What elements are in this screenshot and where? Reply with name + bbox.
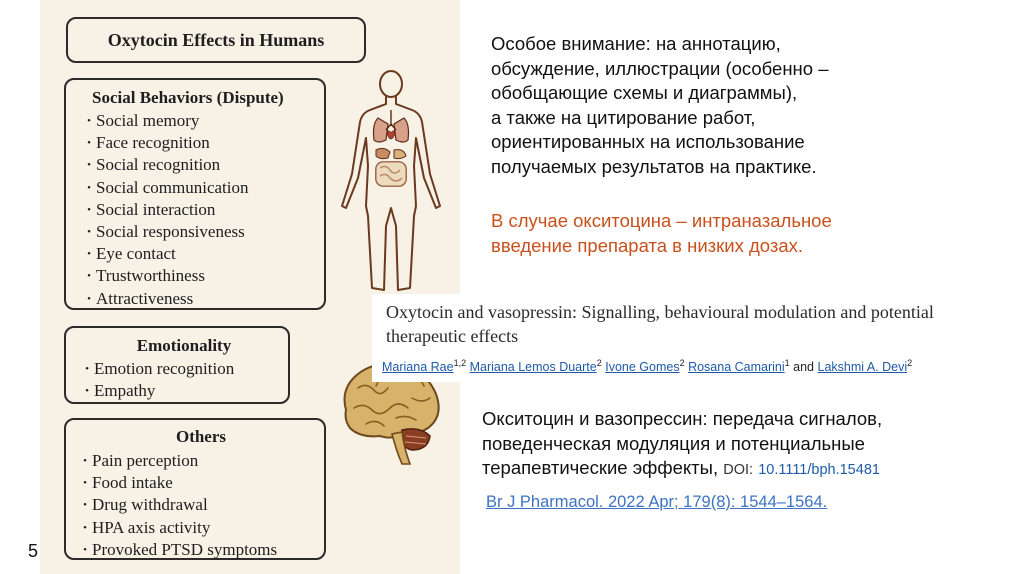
author-link[interactable]: Rosana Camarini [688, 360, 785, 375]
social-behaviors-box [64, 78, 326, 310]
translation-line-text: терапевтические эффекты, [482, 457, 719, 478]
others-box [64, 418, 326, 560]
author-affiliation: 2 [679, 358, 685, 368]
note-line: обобщающие схемы и диаграммы), [491, 82, 798, 103]
others-heading: Others [175, 427, 227, 446]
emotionality-heading: Emotionality [136, 336, 232, 355]
list-item: • Empathy [80, 380, 288, 402]
article-translation [482, 407, 1012, 483]
list-item: • Face recognition [82, 132, 324, 154]
list-item: • Social responsiveness [82, 221, 324, 243]
social-behaviors-heading: Social Behaviors (Dispute) [92, 88, 284, 107]
translation-line [482, 456, 1012, 483]
highlight-line: введение препарата в низких дозах. [491, 234, 804, 256]
list-item: • Food intake [78, 472, 324, 494]
list-item: • Pain perception [78, 450, 324, 472]
oxytocin-infographic [40, 0, 460, 574]
list-item: • Attractiveness [82, 288, 324, 310]
author-link[interactable]: Mariana Rae [382, 360, 454, 375]
human-body-illustration [328, 66, 454, 304]
journal-citation-link[interactable]: Br J Pharmacol. 2022 Apr; 179(8): 1544–1564. [486, 493, 828, 511]
list-item: • Social interaction [82, 199, 324, 221]
infographic-title: Oxytocin Effects in Humans [107, 30, 325, 50]
list-item: • Emotion recognition [80, 358, 288, 380]
author-affiliation: 2 [596, 358, 602, 368]
emotionality-box [64, 326, 290, 404]
doi-label: DOI: [723, 462, 754, 478]
list-item: • Social communication [82, 177, 324, 199]
author-link[interactable]: Lakshmi A. Devi [817, 360, 908, 375]
note-line: Особое внимание: на аннотацию, [491, 33, 781, 54]
note-line: обсуждение, иллюстрации (особенно – [491, 57, 829, 79]
list-item: • HPA axis activity [78, 517, 324, 539]
attention-note [491, 32, 911, 179]
list-item: • Drug withdrawal [78, 494, 324, 516]
translation-line: Окситоцин и вазопрессин: передача сигналов, [482, 408, 883, 429]
translation-line: поведенческая модуляция и потенциальные [482, 432, 865, 454]
author-link[interactable]: Ivone Gomes [605, 360, 680, 375]
page-number: 5 [28, 541, 39, 561]
emotionality-list [80, 358, 288, 402]
oxytocin-dosage-note [491, 209, 911, 258]
others-list [78, 450, 324, 561]
and-word: and [793, 360, 815, 375]
author-affiliation: 1 [784, 358, 790, 368]
article-title: Oxytocin and vasopressin: Signalling, behavioural modulation and potential therapeutic effects [386, 302, 934, 346]
article-authors [382, 358, 1022, 374]
note-line: ориентированных на использование [491, 131, 805, 152]
author-link[interactable]: Mariana Lemos Duarte [469, 360, 597, 375]
author-affiliation: 2 [907, 358, 913, 368]
note-line: получаемых результатов на практике. [491, 155, 817, 177]
list-item: • Eye contact [82, 243, 324, 265]
highlight-line: В случае окситоцина – интраназальное [491, 210, 832, 231]
author-affiliation: 1,2 [453, 358, 467, 368]
social-behaviors-list [82, 110, 324, 310]
list-item: • Social recognition [82, 154, 324, 176]
infographic-title-box [66, 17, 366, 63]
note-line: а также на цитирование работ, [491, 106, 756, 128]
list-item: • Provoked PTSD symptoms [78, 539, 324, 561]
list-item: • Trustworthiness [82, 265, 324, 287]
list-item: • Social memory [82, 110, 324, 132]
doi-link[interactable]: 10.1111/bph.15481 [758, 462, 880, 478]
article-reference-card [372, 294, 1024, 382]
